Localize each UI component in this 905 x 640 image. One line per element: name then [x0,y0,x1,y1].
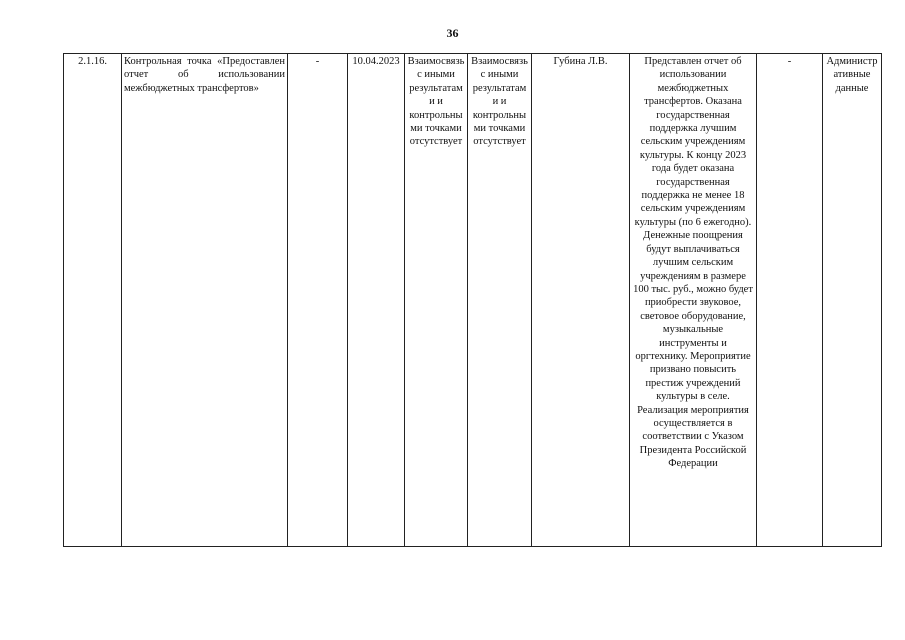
responsible-cell: Губина Л.В. [532,54,630,547]
row-number-cell: 2.1.16. [64,54,122,547]
dash-cell: - [757,54,823,547]
description-cell: Представлен отчет об использовании межбюджетных трансфертов. Оказана государственная поддержка лучшим сельским учреждениям культуры. К концу 2023 года будет оказана государственная поддержка не менее 18 сельским учреждениям культуры (по 6 ежегодно). Денежные поощрения будут выплачиваться лучшим сельским учреждениям в размере 100 тыс. руб., можно будет приобрести звуковое, световое оборудование, музыкальные инструменты и оргтехнику. Мероприятие призвано повысить престиж учреждений культуры в селе. Реализация мероприятия осуществляется в соответствии с Указом Президента Российской Федерации [630,54,757,547]
relation-cell: Взаимосвязь с иными результатами и контрольными точками отсутствует [405,54,468,547]
control-point-table [63,53,882,547]
page-number: 36 [446,26,459,40]
date-cell: 10.04.2023 [348,54,405,547]
dash-cell: - [288,54,348,547]
relation-cell: Взаимосвязь с иными результатами и контрольными точками отсутствует [468,54,532,547]
table-row [64,54,882,547]
control-point-name-cell: Контрольная точка «Предоставлен отчет об использовании межбюджетных трансфертов» [122,54,288,547]
data-source-cell: Административные данные [823,54,882,547]
